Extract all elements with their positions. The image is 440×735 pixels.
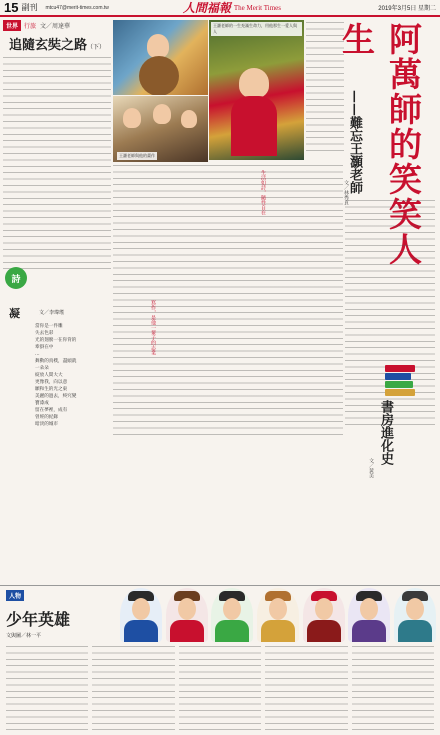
pull-quote: 寫作，是他一輩子的志業 [150,300,156,355]
face-shape [239,68,269,98]
main-headline: 阿萬師的笑笑人生 [337,22,423,267]
poem-line: 牽掛在中 [35,345,54,350]
face-shape [269,598,287,620]
poem-line: … [35,352,40,357]
book-shape [385,381,413,388]
photo-music-group [113,96,208,162]
article-title-text: 追隨玄奘之路 [8,38,87,53]
heroes-author: 文與圖／林一平 [6,633,42,639]
heroes-title: 少年英雄 [6,610,71,629]
heroes-badge: 人物 [6,590,24,601]
poem-line: 光的翅膀一在你背的 [35,338,77,343]
hero-portrait [394,588,436,642]
photo-caption: 王灝老師的一生充滿生命力，用他那生一愛人與人 [211,22,302,36]
face-shape [132,598,150,620]
poem-line: 曾經的紀錄 [35,415,58,420]
main-subtitle: ——難忘王灝老師 [347,90,362,194]
poem-lines [35,323,105,428]
body-text [179,646,261,732]
face-shape [181,110,197,128]
photo-red-costume [209,20,304,160]
face-shape [178,598,196,620]
masthead [0,0,440,17]
heroes-section [0,585,440,735]
hero-portraits [120,588,436,642]
face-shape [315,598,333,620]
body-text [6,646,88,732]
hero-portrait [348,588,390,642]
photo-guitar-player [113,20,208,95]
poem-icon: 詩 [5,267,27,289]
face-shape [360,598,378,620]
body-text [265,646,347,732]
coat-shape [398,620,432,642]
hero-portrait [211,588,253,642]
poem-line: 一朵朵 [35,366,49,371]
poem-line: 綻放人間大大 [35,373,63,378]
face-shape [406,598,424,620]
poem-line: 寶漆成 [35,401,49,406]
article-author: 文／周達華 [40,23,71,30]
body-text [352,646,434,732]
face-shape [223,598,241,620]
hero-portrait [303,588,345,642]
face-shape [123,108,141,128]
book-stack-icon [385,365,415,397]
issue-date: 2019年3月5日 星期二 [378,6,436,12]
hero-portrait [120,588,162,642]
coat-shape [170,620,204,642]
poem-author: 文／李瑋瑤 [39,310,65,316]
books-author: 文／黃美 [368,458,374,478]
body-text [113,165,343,435]
poem-line: 美麗的過去，終究變 [35,394,77,399]
logo-text: 人間福報 [182,1,231,15]
pull-quote: 生活如詩，隨性自在 [260,170,266,215]
article-title [3,34,111,53]
body-text [92,646,174,732]
heroes-body [6,646,434,732]
coat-shape [261,620,295,642]
heroes-tag [6,590,114,601]
tag-subtitle: 行旅 [24,23,37,30]
poem-line: 更像我，向以意 [35,380,68,385]
hero-portrait [166,588,208,642]
poem-title: 凝 [9,307,20,320]
poem-line: 當你是一件雕 [35,324,63,329]
poem-line: 暗淡的城市 [35,422,58,427]
logo-english: The Merit Times [233,3,281,12]
tag-badge: 世界 [3,20,21,31]
coat-shape [215,620,249,642]
costume-shape [231,96,277,156]
book-shape [385,373,411,380]
coat-shape [352,620,386,642]
books-title: 書房進化史 [378,400,393,465]
poem-section [3,265,111,435]
book-shape [385,365,415,372]
face-shape [153,104,171,124]
poem-line: 失去色彩 [35,331,54,336]
poem-line: 願和生的光之東 [35,387,68,392]
coat-shape [124,620,158,642]
section-name: 副刊 [21,3,38,12]
heroes-header [6,590,114,642]
poem-line: 舞動的真樸，盡頭就 [35,359,77,364]
contact-email[interactable]: mtcu47@merit-times.com.tw [45,4,109,11]
guitar-shape [139,56,179,95]
article-tag [3,20,111,31]
main-article-body [113,165,343,435]
newspaper-logo [183,0,281,16]
article-title-suffix: （下） [87,44,106,51]
poem-line: 留在夢裡，成有 [35,408,68,413]
page-number: 15 [4,0,19,15]
hero-portrait [257,588,299,642]
main-author: 文／林秀貞 [343,180,349,205]
book-shape [385,389,415,396]
article-body-text [3,57,111,272]
photo-caption: 王灝老師與他的畫作 [119,153,155,158]
coat-shape [307,620,341,642]
face-shape [147,34,169,58]
